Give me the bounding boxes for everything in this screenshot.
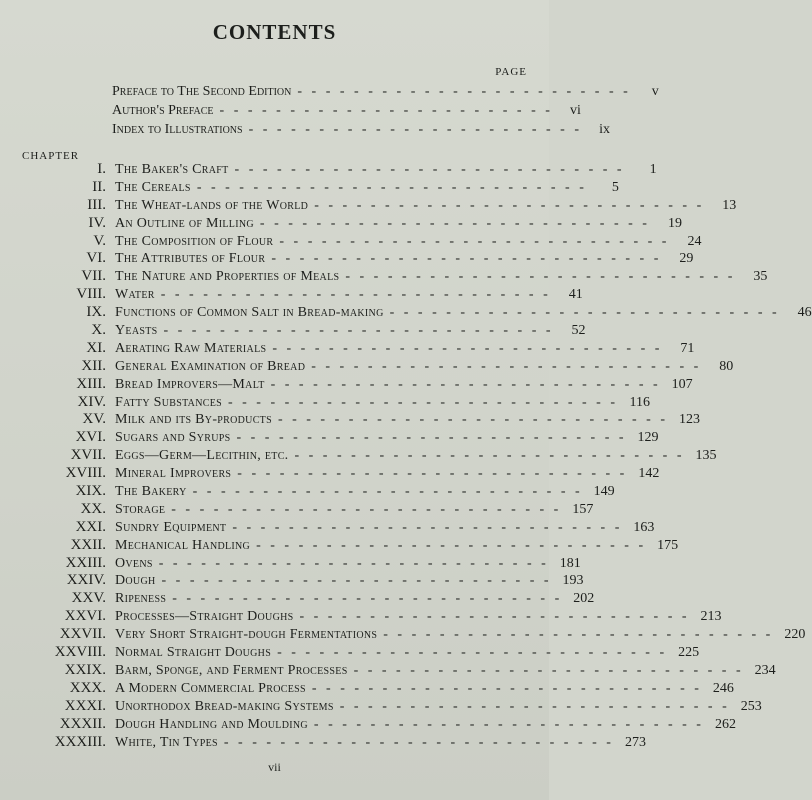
chapter-number: III. <box>87 196 106 213</box>
chapter-item <box>0 232 702 251</box>
chapter-page: 107 <box>671 376 693 392</box>
chapter-page: 157 <box>572 501 594 517</box>
chapter-title: The Nature and Properties of Meals <box>115 269 340 285</box>
chapter-item <box>0 465 660 483</box>
chapter-number: XIX. <box>75 483 106 500</box>
chapter-page: 175 <box>657 537 679 553</box>
dot-leader: - - - - - - - - - - - - - - - - - - - - - - - - - - - - <box>383 627 774 643</box>
front-matter-item <box>112 103 581 122</box>
dot-leader: - - - - - - - - - - - - - - - - - - - - - - - - - - - - <box>270 376 661 392</box>
chapter-title: Normal Straight Doughs <box>115 645 272 661</box>
chapter-number: XV. <box>82 411 106 428</box>
chapter-item <box>0 661 776 680</box>
chapter-page: 163 <box>633 519 655 535</box>
chapter-title: Storage <box>115 501 166 517</box>
chapter-page: 213 <box>700 609 722 625</box>
chapter-number: XXV. <box>71 590 106 607</box>
dot-leader: - - - - - - - - - - - - - - - - - - - - - - - - - - - - <box>311 680 702 696</box>
dot-leader: - - - - - - - - - - - - - - - - - - - - - - - - - - - - <box>196 179 587 195</box>
chapter-page: 80 <box>719 358 734 374</box>
chapter-number: XXI. <box>75 518 106 535</box>
chapter-page: 273 <box>624 734 646 750</box>
chapter-item <box>0 196 737 215</box>
chapter-title: Dough <box>115 573 156 589</box>
chapter-number: XI. <box>86 339 106 356</box>
chapter-page: 52 <box>571 323 586 339</box>
chapter-item <box>0 483 615 501</box>
chapter-page: 202 <box>573 591 595 607</box>
chapter-title: Sundry Equipment <box>115 519 227 535</box>
chapter-title: Fatty Substances <box>115 394 222 410</box>
chapter-number: XVII. <box>70 447 106 464</box>
chapter-title: Unorthodox Bread-making Systems <box>115 698 334 714</box>
chapter-number: II. <box>92 178 106 195</box>
chapter-page: 1 <box>649 162 657 177</box>
chapter-item <box>0 322 586 340</box>
dot-leader: - - - - - - - - - - - - - - - - - - - - - - - - <box>248 122 582 137</box>
chapter-page: 193 <box>562 573 584 589</box>
page-column-label: PAGE <box>495 66 527 78</box>
chapter-item <box>0 339 695 358</box>
chapter-item <box>0 304 812 322</box>
chapter-number: XIV. <box>77 393 106 410</box>
chapter-title: White, Tin Types <box>115 734 218 750</box>
chapter-title: The Composition of Flour <box>115 233 274 249</box>
chapter-title: An Outline of Milling <box>115 215 254 231</box>
chapter-title: Very Short Straight-dough Fermentations <box>115 627 378 643</box>
dot-leader: - - - - - - - - - - - - - - - - - - - - - - - - - - - - <box>345 269 736 285</box>
page-title: CONTENTS <box>212 20 337 44</box>
chapter-number: VIII. <box>76 286 106 303</box>
chapter-page: 253 <box>740 698 762 714</box>
dot-leader: - - - - - - - - - - - - - - - - - - - - - - - - - - - - <box>192 484 583 500</box>
chapter-title: Sugars and Syrups <box>115 430 231 446</box>
dot-leader: - - - - - - - - - - - - - - - - - - - - - - - - - - - - <box>389 305 780 321</box>
chapter-number: XXXIII. <box>54 733 106 750</box>
chapter-item <box>0 447 717 465</box>
chapter-number: VII. <box>81 268 106 285</box>
chapter-number: XXXI. <box>64 697 106 714</box>
chapter-page: 225 <box>678 645 700 661</box>
front-matter-item <box>112 122 610 141</box>
front-matter-item <box>112 84 659 103</box>
chapter-page: 5 <box>611 179 619 195</box>
chapter-item <box>0 679 734 698</box>
page-number: vii <box>268 760 281 774</box>
dot-leader: - - - - - - - - - - - - - - - - - - - - - - - - <box>297 84 631 99</box>
chapter-number: XXIII. <box>65 554 106 571</box>
dot-leader: - - - - - - - - - - - - - - - - - - - - - - - - - - - - <box>313 716 704 732</box>
chapter-item <box>0 268 768 286</box>
chapter-title: Eggs—Germ—Lecithin, etc. <box>115 448 289 464</box>
chapter-number: XVIII. <box>65 465 106 482</box>
chapter-item <box>0 375 693 394</box>
chapter-number: X. <box>91 322 106 339</box>
chapter-page: 220 <box>784 627 806 643</box>
chapter-number: XXX. <box>69 679 106 696</box>
chapter-title: Water <box>115 287 155 303</box>
chapter-number: IX. <box>86 304 106 321</box>
chapter-title: Mechanical Handling <box>115 537 251 553</box>
chapter-number: XXII. <box>70 536 106 553</box>
chapter-number: XII. <box>81 357 106 374</box>
chapter-title: Dough Handling and Moulding <box>115 716 308 732</box>
chapter-title: Aerating Raw Materials <box>115 340 267 356</box>
chapter-item <box>0 554 581 573</box>
chapter-title: Barm, Sponge, and Ferment Processes <box>115 662 348 678</box>
dot-leader: - - - - - - - - - - - - - - - - - - - - - - - - - - - - <box>299 609 690 625</box>
chapter-page: 149 <box>593 484 615 500</box>
chapter-page: 13 <box>722 197 737 213</box>
chapter-title: Processes—Straight Doughs <box>115 609 294 625</box>
chapter-title: The Cereals <box>115 179 191 195</box>
dot-leader: - - - - - - - - - - - - - - - - - - - - - - - - - - - - <box>256 537 647 553</box>
chapter-page: 234 <box>754 662 776 678</box>
chapter-page: 41 <box>568 287 583 303</box>
chapter-item <box>0 608 722 626</box>
chapter-page: 24 <box>687 233 702 249</box>
chapter-page: 129 <box>637 430 659 446</box>
chapter-page: 46 <box>797 305 812 321</box>
chapter-page: 135 <box>695 448 717 464</box>
chapter-number: XIII. <box>76 375 106 392</box>
chapter-item <box>0 518 655 537</box>
chapter-number: XXXII. <box>59 715 106 732</box>
dot-leader: - - - - - - - - - - - - - - - - - - - - - - - - - - - - <box>171 501 562 517</box>
chapter-item <box>0 536 679 555</box>
chapter-page: 123 <box>678 412 700 428</box>
chapter-item <box>0 626 806 644</box>
dot-leader: - - - - - - - - - - - - - - - - - - - - - - - - - - - - <box>314 197 705 213</box>
entry-title: Author's Preface <box>112 103 214 118</box>
dot-leader: - - - - - - - - - - - - - - - - - - - - - - - - - - - - <box>353 662 744 678</box>
chapter-number: XXVIII. <box>54 644 106 661</box>
dot-leader: - - - - - - - - - - - - - - - - - - - - - - - - - - - - <box>277 645 668 661</box>
dot-leader: - - - - - - - - - - - - - - - - - - - - - - - - - - - - <box>236 430 627 446</box>
chapter-item <box>0 161 657 179</box>
chapter-item <box>0 429 659 447</box>
chapter-page: 116 <box>629 394 651 410</box>
dot-leader: - - - - - - - - - - - - - - - - - - - - - - - - - - - - <box>339 698 730 714</box>
chapter-page: 29 <box>679 251 694 267</box>
chapter-item <box>0 733 646 752</box>
dot-leader: - - - - - - - - - - - - - - - - - - - - - - - - - - - - <box>277 412 668 428</box>
entry-page: ix <box>599 122 610 137</box>
dot-leader: - - - - - - - - - - - - - - - - - - - - - - - - - - - - <box>160 287 551 303</box>
chapter-number: V. <box>93 232 106 249</box>
chapter-item <box>0 500 594 519</box>
chapter-page: 262 <box>714 716 736 732</box>
dot-leader: - - - - - - - - - - - - - - - - - - - - - - - - - - - - <box>279 233 670 249</box>
dot-leader: - - - - - - - - - - - - - - - - - - - - - - - - - - - - <box>223 734 614 750</box>
dot-leader: - - - - - - - - - - - - - - - - - - - - - - - - - - - - <box>234 162 625 177</box>
front-matter-list <box>112 84 659 141</box>
chapter-item <box>0 644 700 662</box>
dot-leader: - - - - - - - - - - - - - - - - - - - - - - - - <box>219 103 553 118</box>
entry-page: vi <box>570 103 581 118</box>
chapter-number: IV. <box>88 214 106 231</box>
chapter-item <box>0 357 734 376</box>
chapter-title: Mineral Improvers <box>115 466 232 482</box>
chapter-item <box>0 214 682 233</box>
entry-title: Preface to The Second Edition <box>112 84 292 99</box>
chapter-number: VI. <box>86 250 106 267</box>
dot-leader: - - - - - - - - - - - - - - - - - - - - - - - - - - - - <box>294 448 685 464</box>
chapter-number: XX. <box>80 500 106 517</box>
dot-leader: - - - - - - - - - - - - - - - - - - - - - - - - - - - - <box>259 215 650 231</box>
chapter-item <box>0 286 583 304</box>
chapter-page: 71 <box>680 340 695 356</box>
chapter-item <box>0 250 694 268</box>
chapter-title: Bread Improvers—Malt <box>115 376 265 392</box>
chapter-title: General Examination of Bread <box>115 358 306 374</box>
chapter-item <box>0 572 584 590</box>
dot-leader: - - - - - - - - - - - - - - - - - - - - - - - - - - - - <box>237 466 628 482</box>
chapter-title: The Wheat-lands of the World <box>115 197 309 213</box>
chapter-title: Ovens <box>115 555 153 571</box>
chapter-number: I. <box>97 161 106 177</box>
entry-page: v <box>651 84 659 99</box>
chapter-page: 35 <box>753 269 768 285</box>
dot-leader: - - - - - - - - - - - - - - - - - - - - - - - - - - - - <box>172 591 563 607</box>
dot-leader: - - - - - - - - - - - - - - - - - - - - - - - - - - - - <box>227 394 619 410</box>
chapter-title: The Baker's Craft <box>115 162 229 177</box>
chapter-title: Ripeness <box>115 591 167 607</box>
chapter-list <box>0 161 812 751</box>
chapter-page: 246 <box>712 680 734 696</box>
chapter-column-label: CHAPTER <box>22 150 80 162</box>
chapter-number: XXIX. <box>64 661 106 678</box>
chapter-title: Milk and its By-products <box>115 412 272 428</box>
chapter-item <box>0 178 619 197</box>
chapter-number: XXVI. <box>64 608 106 625</box>
dot-leader: - - - - - - - - - - - - - - - - - - - - - - - - - - - - <box>232 519 623 535</box>
chapter-title: The Attributes of Flour <box>115 251 266 267</box>
chapter-item <box>0 697 762 716</box>
chapter-item <box>0 411 700 429</box>
chapter-title: The Bakery <box>115 484 187 500</box>
chapter-page: 19 <box>667 215 682 231</box>
dot-leader: - - - - - - - - - - - - - - - - - - - - - - - - - - - - <box>158 555 549 571</box>
dot-leader: - - - - - - - - - - - - - - - - - - - - - - - - - - - - <box>311 358 702 374</box>
chapter-title: Yeasts <box>115 323 158 339</box>
dot-leader: - - - - - - - - - - - - - - - - - - - - - - - - - - - - <box>271 251 662 267</box>
chapter-item <box>0 715 736 734</box>
chapter-number: XXVII. <box>59 626 106 643</box>
chapter-page: 142 <box>638 466 660 482</box>
entry-title: Index to Illustrations <box>112 122 243 137</box>
chapter-item <box>0 590 595 608</box>
chapter-number: XVI. <box>75 429 106 446</box>
chapter-title: Functions of Common Salt in Bread-making <box>115 305 384 321</box>
dot-leader: - - - - - - - - - - - - - - - - - - - - - - - - - - - - <box>161 573 552 589</box>
dot-leader: - - - - - - - - - - - - - - - - - - - - - - - - - - - - <box>272 340 663 356</box>
dot-leader: - - - - - - - - - - - - - - - - - - - - - - - - - - - - <box>163 323 554 339</box>
chapter-item <box>0 393 651 412</box>
chapter-number: XXIV. <box>66 572 106 589</box>
chapter-page: 181 <box>559 555 581 571</box>
chapter-title: A Modern Commercial Process <box>115 680 306 696</box>
